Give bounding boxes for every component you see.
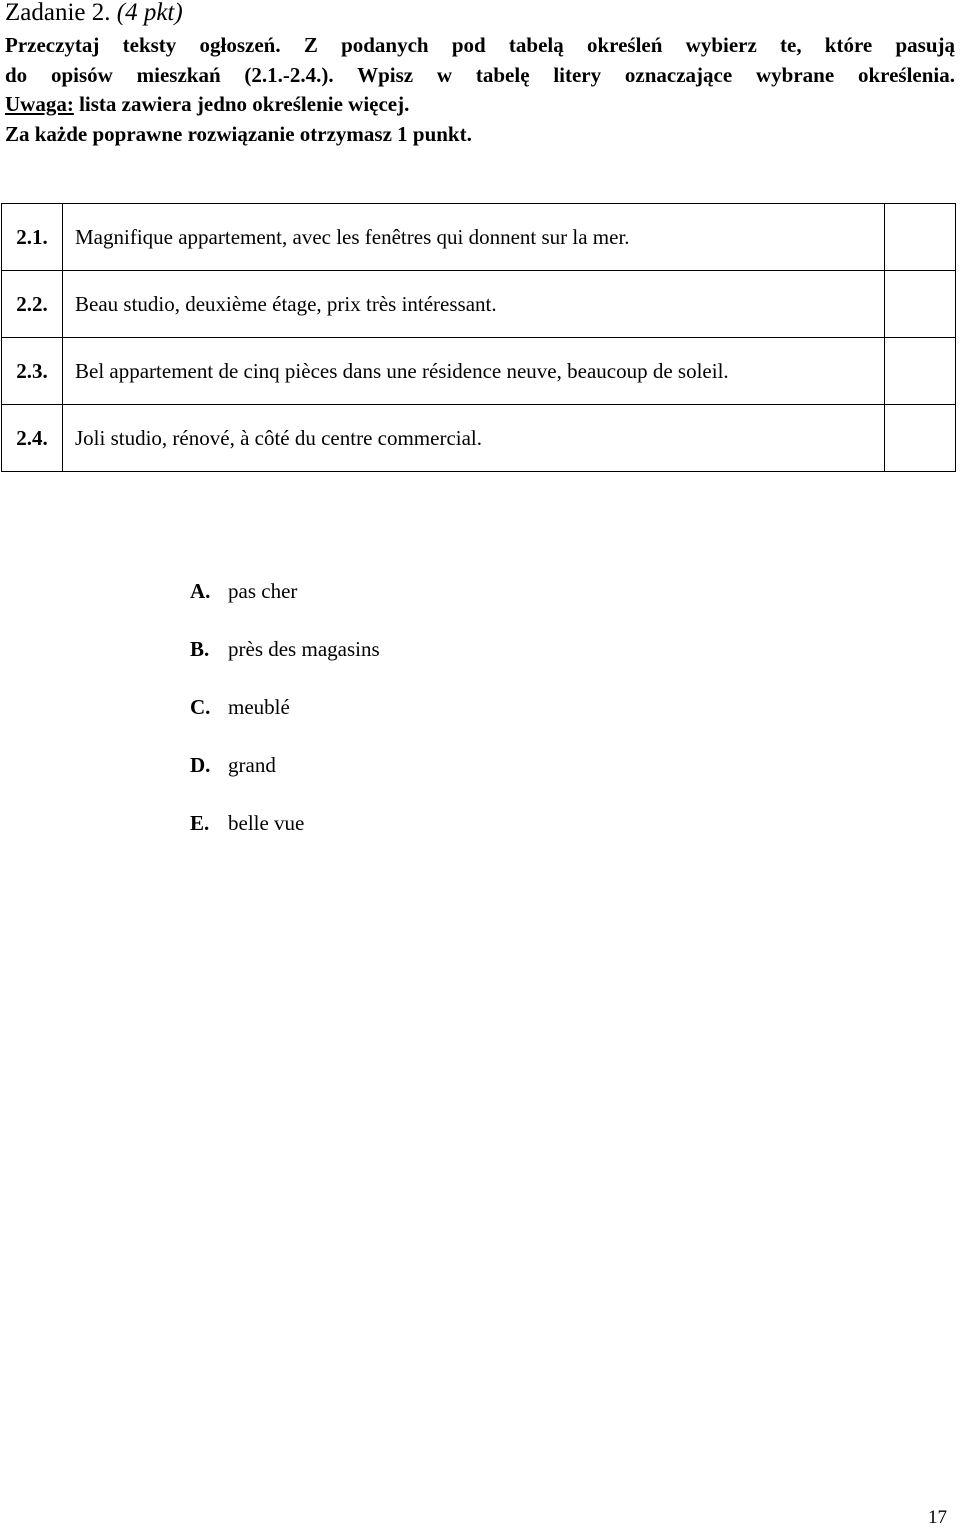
- table-row: [2, 204, 956, 271]
- note-label: Uwaga:: [5, 92, 74, 116]
- option-text: près des magasins: [228, 637, 380, 661]
- option-text: grand: [228, 753, 276, 777]
- item-number: 2.3.: [2, 338, 63, 405]
- item-text: Joli studio, rénové, à côté du centre commercial.: [63, 405, 885, 472]
- option-letter: A.: [190, 579, 211, 603]
- task-points: (4 pkt): [116, 0, 183, 26]
- item-text: Bel appartement de cinq pièces dans une résidence neuve, beaucoup de soleil.: [63, 338, 885, 405]
- page-number: 17: [928, 1507, 947, 1528]
- answer-cell[interactable]: [885, 405, 956, 472]
- option-item: [190, 678, 380, 736]
- item-text: Beau studio, deuxième étage, prix très intéressant.: [63, 271, 885, 338]
- instruction-line-4: Za każde poprawne rozwiązanie otrzymasz 1 punkt.: [5, 121, 472, 146]
- answer-cell[interactable]: [885, 271, 956, 338]
- option-letter: E.: [190, 811, 210, 835]
- table-row: [2, 338, 956, 405]
- option-letter: B.: [190, 637, 210, 661]
- item-number: 2.2.: [2, 271, 63, 338]
- answer-cell[interactable]: [885, 338, 956, 405]
- options-list: [190, 562, 380, 852]
- item-text: Magnifique appartement, avec les fenêtres qui donnent sur la mer.: [63, 204, 885, 271]
- option-item: [190, 794, 380, 852]
- task-number: Zadanie 2.: [5, 0, 111, 26]
- option-text: pas cher: [228, 579, 298, 603]
- option-item: [190, 736, 380, 794]
- item-number: 2.1.: [2, 204, 63, 271]
- task-title: [5, 0, 183, 29]
- answer-cell[interactable]: [885, 204, 956, 271]
- instruction-note: [5, 90, 955, 120]
- option-text: meublé: [228, 695, 290, 719]
- option-text: belle vue: [228, 811, 305, 835]
- instruction-line-2: do opisów mieszkań (2.1.-2.4.). Wpisz w tabelę litery oznaczające wybrane określenia.: [5, 62, 955, 87]
- table-row: [2, 271, 956, 338]
- items-table: [1, 203, 956, 472]
- option-letter: D.: [190, 753, 211, 777]
- table-row: [2, 405, 956, 472]
- note-text: lista zawiera jedno określenie więcej.: [73, 92, 410, 116]
- task-instructions: [5, 31, 955, 149]
- instruction-line-1: Przeczytaj teksty ogłoszeń. Z podanych pod tabelą określeń wybierz te, które pasują: [5, 33, 955, 57]
- option-item: [190, 562, 380, 620]
- option-item: [190, 620, 380, 678]
- item-number: 2.4.: [2, 405, 63, 472]
- option-letter: C.: [190, 695, 211, 719]
